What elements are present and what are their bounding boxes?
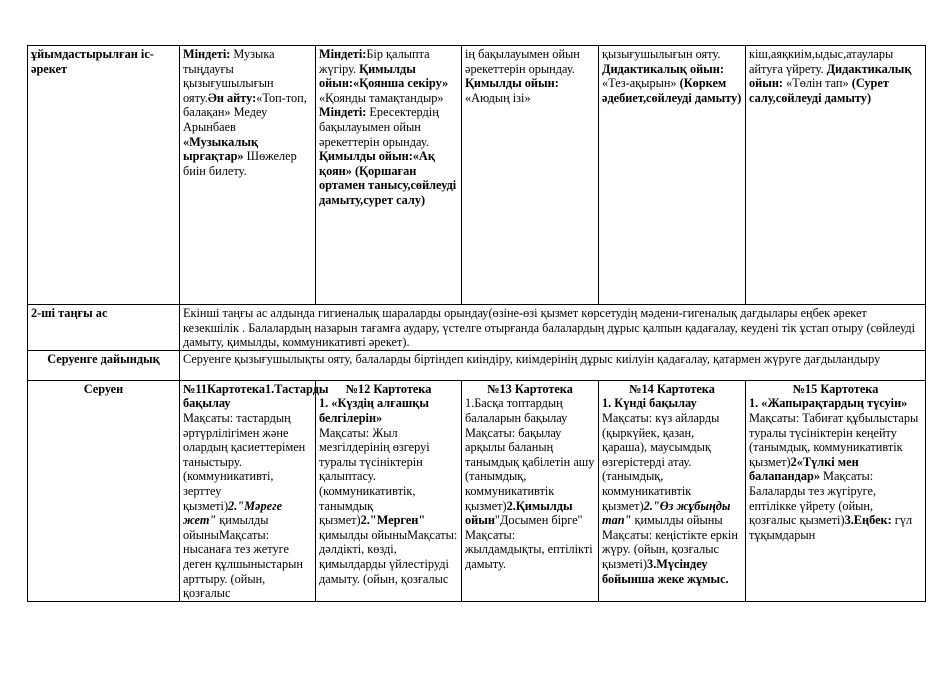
cell-text: №14 Картотека	[629, 381, 715, 396]
cell-text: 2."Өз жұбыңды тап"	[602, 498, 731, 528]
cell-walk-tuesday	[316, 380, 462, 601]
cell-friday	[746, 46, 926, 305]
cell-walk-friday	[746, 380, 926, 601]
table-row-second-breakfast	[28, 305, 926, 351]
cell-text: 2."Мәреге жет"	[183, 498, 283, 528]
cell-text: (Көркем әдебиет,сөйлеуді дамыту)	[602, 76, 742, 105]
cell-text: қимылды ойыны Мақсаты: кеңістікте еркін жүру. (ойын, қозғалыс қызметі)	[602, 513, 738, 571]
cell-text: Шөжелер биін билету.	[183, 149, 297, 178]
cell-text: Міндеті:	[319, 47, 367, 61]
row-label: Серуен	[28, 380, 180, 601]
cell-text: Мақсаты: дәлдікті, көзді, қимылдарды үйлестіруді дамыту. (ойын, қозғалыс	[319, 527, 458, 586]
cell-text: қимылды ойыны	[319, 527, 408, 542]
cell-text: (Сурет салу,сөйлеуді дамыту)	[749, 76, 889, 105]
cell-walk-monday	[180, 380, 329, 601]
cell-text: Ересектердің бақылауымен ойын әрекеттерін орындау.	[319, 105, 439, 149]
cell-wednesday	[462, 46, 599, 305]
cell-text: 1.Басқа топтардың балаларын бақылау Мақсаты: бақылау арқылы баланың танымдық қабілетін ашу (танымдық, коммуникативтік қызмет)	[465, 396, 595, 513]
cell-text: 2."Мерген"	[360, 513, 426, 528]
cell-text: Қимылды ойын:	[465, 76, 559, 91]
cell-text: №15 Картотека	[792, 381, 879, 396]
cell-text: «Төлін тап»	[783, 76, 852, 91]
cell-text: Дидактикалық ойын:	[749, 61, 912, 91]
table-row-walk	[28, 380, 926, 601]
cell-text: 2«Түлкі мен балапандар»	[749, 454, 859, 484]
cell-text: Мақсаты: тастардың әртүрлілігімен және олардың қасиеттерімен таныстыру. (коммуникативті, зерттеу қызметі)	[183, 410, 306, 513]
table-row-walk-preparation	[28, 350, 926, 380]
cell-text: Мақсаты: күз айларды (қыркүйек, қазан, қараша), маусымдық өзгерістерді атау. (танымдық, коммуникативтік қызмет)	[602, 410, 720, 513]
row-label: 2-ші таңғы ас	[28, 305, 180, 351]
cell-text: 1. «Күздің алғашқы белгілерін»	[319, 396, 429, 425]
cell-text: №12 Картотека	[345, 381, 432, 396]
cell-text: "Досымен бірге" Мақсаты: жылдамдықты, ептілікті дамыту.	[465, 513, 593, 571]
cell-text: 1. «Жапырақтардың түсуін»	[749, 396, 908, 411]
cell-text: гүл тұқымдарын	[749, 513, 913, 542]
cell-text: Музыка тыңдауғы қызығушылығын ояту.	[183, 47, 275, 105]
cell-text: ің бақылауымен ойын әрекеттерін орындау.	[465, 47, 580, 76]
cell-text: 2.Қимылды ойын	[465, 498, 573, 528]
row-label: ұйымдастырылған іс-әрекет	[28, 46, 180, 305]
cell-walk-wednesday	[462, 380, 599, 601]
cell-text: «Аюдың ізі»	[465, 90, 531, 105]
cell-text: 3.Еңбек:	[844, 513, 895, 528]
cell-text: Ән айту:	[207, 90, 257, 105]
cell-text: «Қоянды тамақтандыр»	[319, 90, 444, 105]
cell-walk-thursday	[599, 380, 746, 601]
cell-text: 1.Тастарды бақылау	[183, 381, 329, 411]
cell-text: Қимылды ойын:«Ақ қоян»	[319, 149, 435, 178]
cell-text: Бір қалыпта жүгіру.	[319, 47, 430, 76]
cell-text: қызығушылығын ояту.	[602, 47, 721, 61]
cell-text: Мақсаты: Балаларды тез жүгіруге, ептілікке үйрету (ойын, қозғалыс қызметі)	[749, 469, 877, 528]
cell-text: Мақсаты: Жыл мезгілдерінің өзгеруі туралы түсініктерін қалыптасу. (коммуникативтік, танымдық қызмет)	[319, 425, 430, 528]
cell-text: «Музыкалық ырғақтар»	[183, 134, 259, 164]
cell-tuesday	[316, 46, 462, 305]
cell-text: (Қоршаған ортамен танысу,сөйлеуді дамыту,сурет салу)	[319, 163, 457, 207]
cell-text: Мақсаты: Табиғат құбылыстары туралы түсініктерін кеңейту (танымдық, коммуникативтік қызмет)	[749, 410, 919, 469]
table-row-organized-activity	[28, 46, 926, 305]
cell-text: кіш,аяқкиім,ыдыс,атаулары айтуға үйрету.	[749, 47, 894, 76]
cell-text: «Топ-топ, балақан» Медеу Арынбаев	[183, 90, 307, 134]
cell-text: 3.Мүсіндеу бойынша жеке жұмыс.	[602, 556, 729, 586]
daily-plan-table	[27, 45, 926, 602]
cell-text: №11Картотека	[183, 381, 265, 396]
cell-walk-preparation-text: Серуенге қызығушылықты ояту, балаларды біртіндеп киіндіру, киімдерінің дұрыс киілуін қадағалау, қатармен жүруге дағдыландыру	[180, 350, 926, 380]
cell-text: Мақсаты: нысанаға тез жетуге деген құлшыныстарын арттыру. (ойын, қозғалыс	[183, 527, 303, 601]
cell-text: Міндеті:	[183, 47, 234, 61]
cell-second-breakfast-text: Екінші таңғы ас алдында гигиеналық шараларды орындау(өзіне-өзі қызмет көрсетудің мәдени-гигеналық дағдылары еңбек әрекет кезекшілік . Балалардың назарын тағамға аудару, үстелге отырғанда балалардың дұрыс қалпын қадағалау, кеудені тік ұстап отыру (сөйлеуді дамыту, қимылды, коммуникативті әрекет).	[180, 305, 926, 351]
row-label: Серуенге дайындық	[28, 350, 180, 380]
cell-text: «Тез-ақырын»	[602, 76, 680, 91]
cell-text: №13 Картотека	[487, 381, 573, 396]
cell-text: Міндеті:	[319, 105, 367, 120]
cell-text: 1. Күнді бақылау	[602, 396, 697, 411]
cell-text: қимылды ойыны	[183, 513, 269, 542]
cell-thursday	[599, 46, 746, 305]
cell-text: Дидактикалық ойын:	[602, 61, 724, 76]
cell-text: Қимылды ойын:«Қоянша секіру»	[319, 61, 449, 91]
cell-monday	[180, 46, 316, 305]
